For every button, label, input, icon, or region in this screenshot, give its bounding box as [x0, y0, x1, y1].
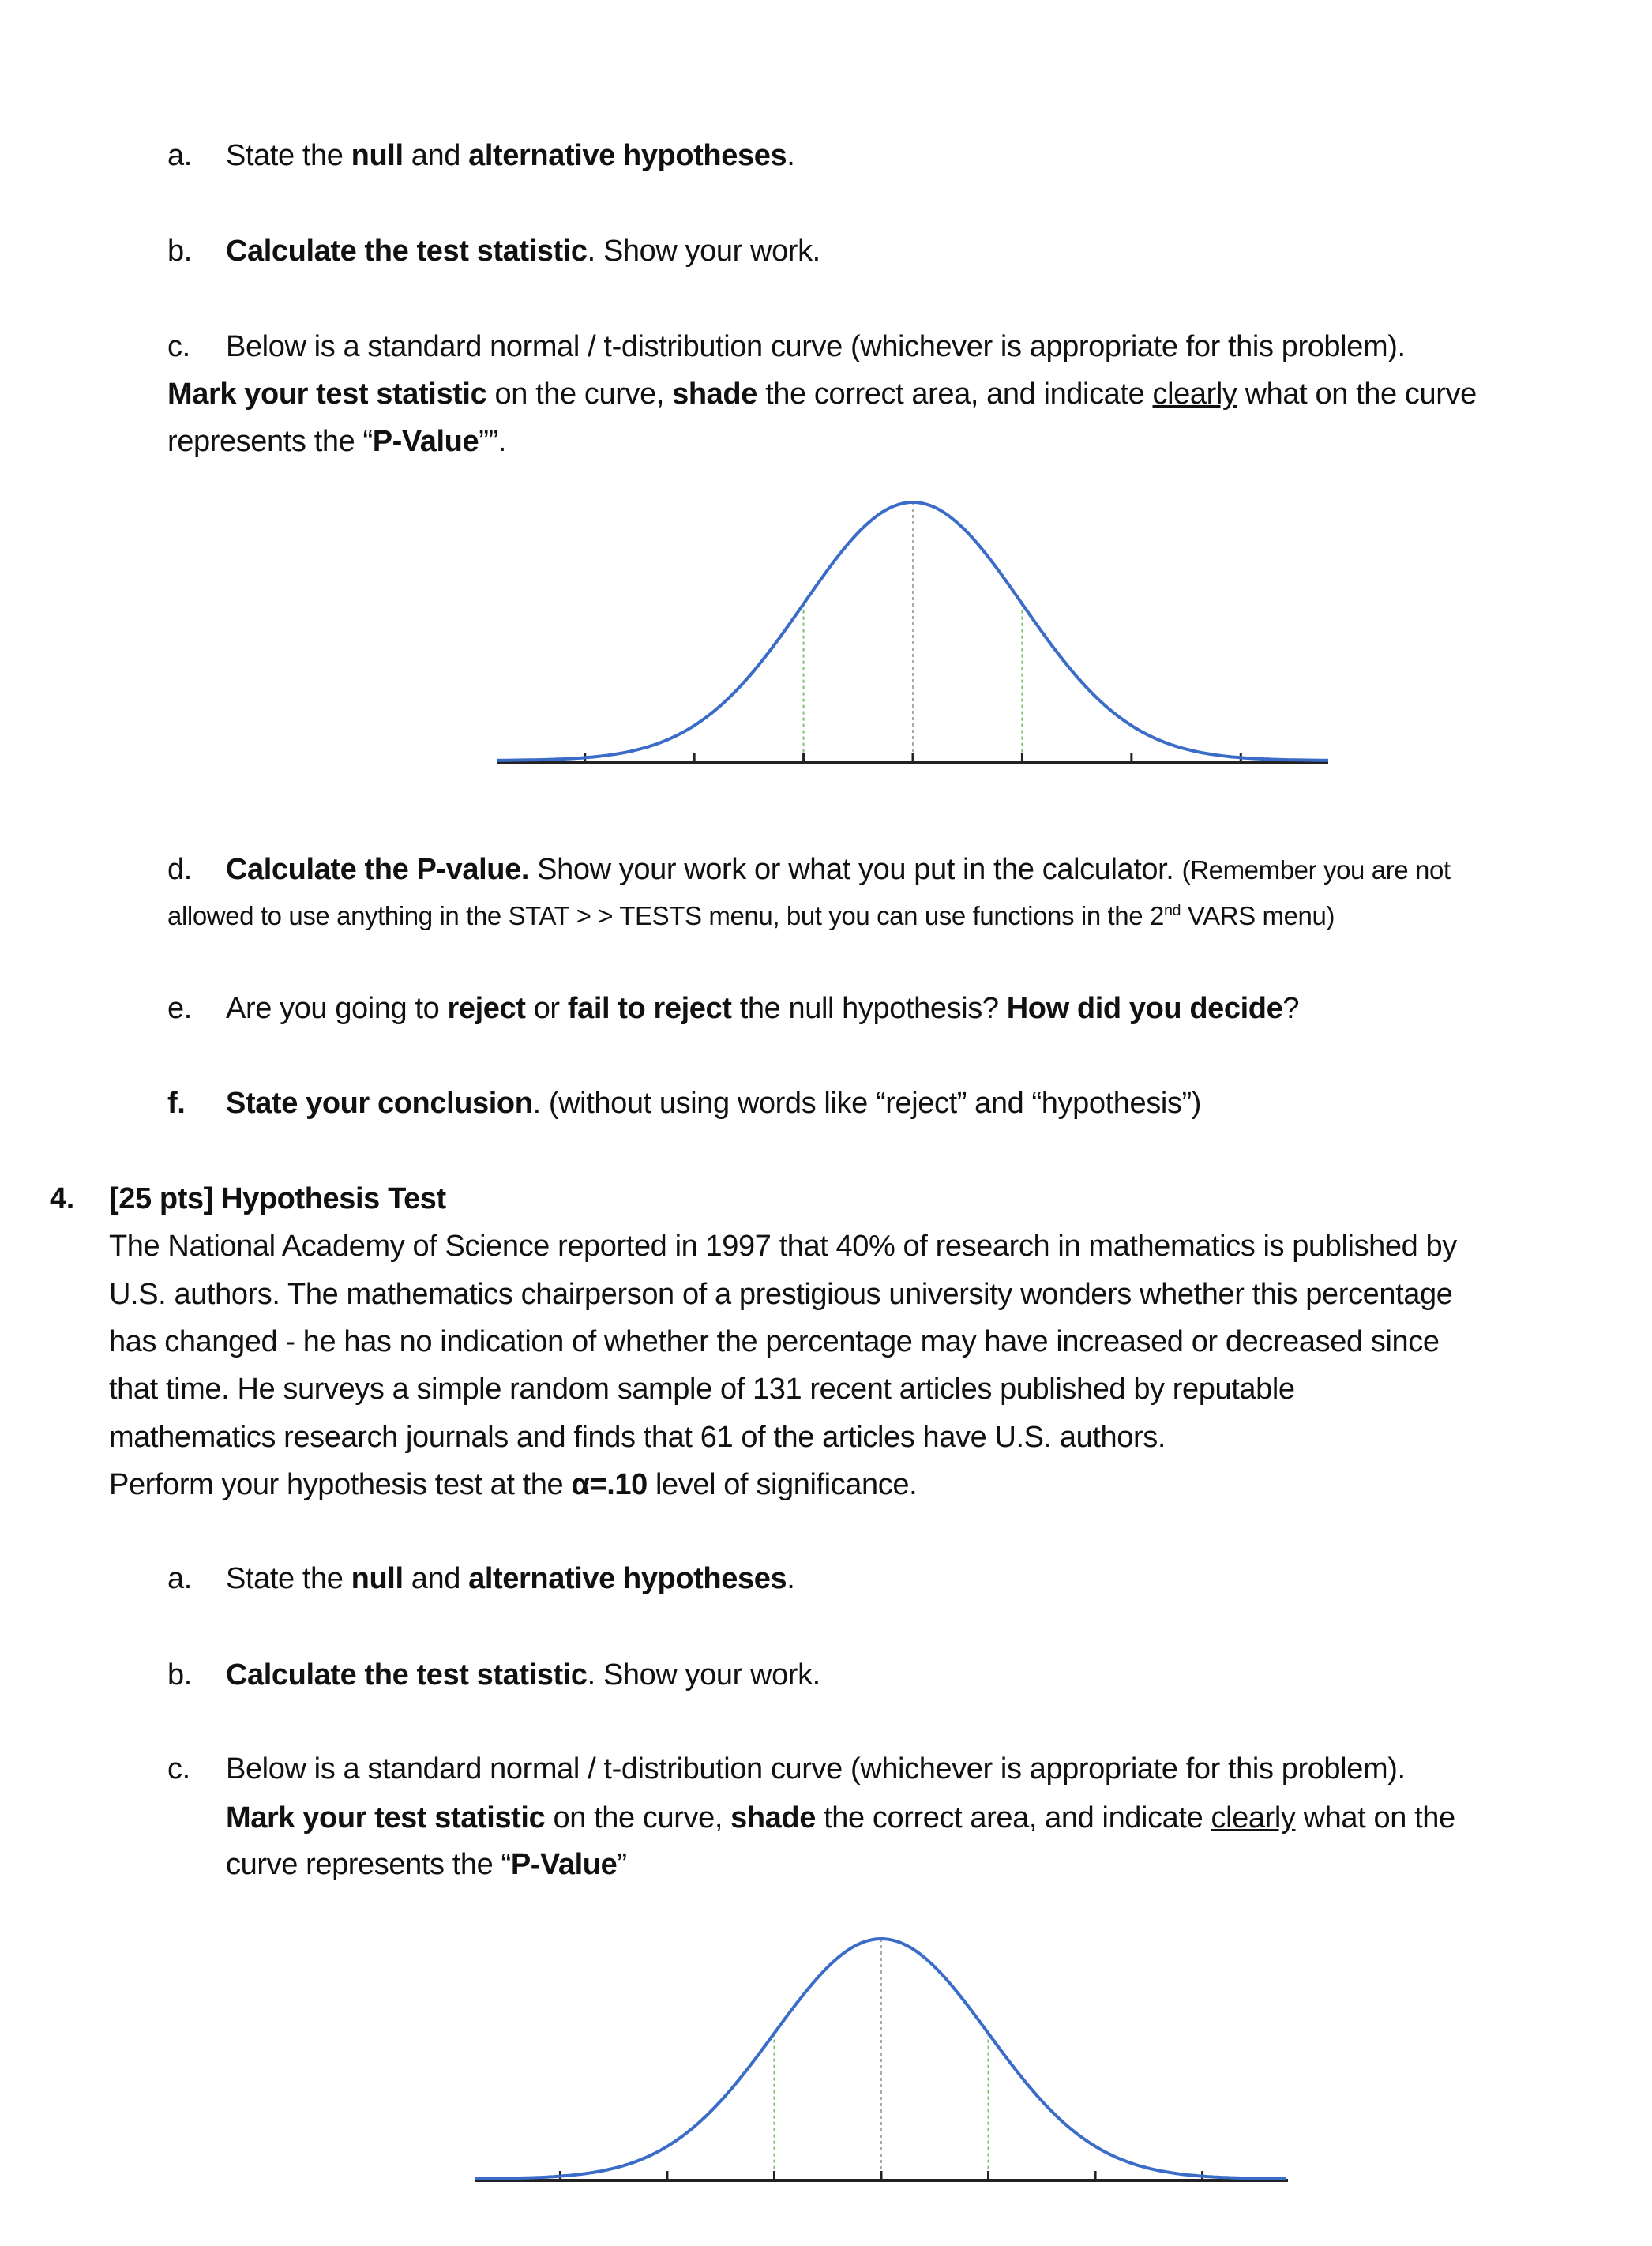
q3a-line: [167, 139, 795, 172]
bold-text: P-Value: [510, 1848, 618, 1881]
problem4-title: [25 pts] Hypothesis Test: [109, 1182, 446, 1215]
item-label: b.: [167, 235, 192, 268]
bold-text: Mark your test statistic: [226, 1801, 546, 1835]
text-segment: the null hypothesis?: [731, 992, 1007, 1025]
q3b-line: [167, 235, 820, 268]
q4c-line1: [167, 1752, 1406, 1786]
text-segment: on the curve,: [486, 377, 673, 411]
bold-text: shade: [730, 1801, 816, 1835]
text-segment: the correct area, and indicate: [815, 1801, 1211, 1835]
q3d-line1: [167, 853, 1451, 886]
q4c-line2: [226, 1803, 1455, 1833]
text-segment: VARS menu): [1181, 901, 1335, 930]
bold-text: shade: [672, 377, 757, 411]
problem4-text-3: has changed - he has no indication of whether the percentage may have increased or decreased since: [109, 1325, 1440, 1358]
q4a-line: [167, 1562, 795, 1595]
item-label: b.: [167, 1658, 192, 1692]
text-segment: Are you going to: [226, 992, 448, 1025]
text-segment: ?: [1282, 992, 1300, 1025]
bold-text: Calculate the P-value.: [226, 853, 530, 886]
q3d-line2: [167, 903, 1335, 929]
bold-text: alternative hypotheses: [468, 139, 787, 172]
problem4-text-6: [109, 1470, 917, 1500]
problem4-text-2: U.S. authors. The mathematics chairperson of a prestigious university wonders whether this percentage: [109, 1278, 1453, 1311]
text-segment: allowed to use anything in the STAT > > TESTS menu, but you can use functions in the 2: [167, 901, 1164, 930]
q3c-line2: [167, 379, 1477, 409]
item-label: a.: [167, 139, 192, 172]
item-label: a.: [167, 1562, 192, 1595]
text-segment: or: [525, 992, 568, 1025]
text-segment: represents the “: [167, 425, 373, 458]
text-segment: and: [403, 1562, 469, 1595]
text-segment: and: [403, 139, 469, 172]
text-segment: what on the curve: [1237, 377, 1477, 411]
text-segment: .: [787, 1562, 795, 1595]
item-label: f.: [167, 1087, 186, 1120]
bold-text: null: [351, 139, 404, 172]
text-segment: Below is a standard normal / t-distribution curve (whichever is appropriate for this problem).: [226, 330, 1406, 363]
text-segment: what on the: [1295, 1801, 1455, 1835]
text-segment: ””.: [479, 425, 506, 458]
q3f-line: [167, 1087, 1201, 1120]
bold-text: Calculate the test statistic: [226, 1658, 588, 1692]
bold-text: reject: [447, 992, 526, 1025]
text-segment: on the curve,: [545, 1801, 731, 1835]
normal-curve-q3: [497, 498, 1328, 770]
normal-curve-q4: [475, 1934, 1288, 2188]
problem4-number: 4.: [50, 1182, 74, 1215]
text-segment: Show your work or what you put in the calculator.: [529, 853, 1182, 886]
text-segment: State the: [226, 139, 351, 172]
text-segment: level of significance.: [647, 1468, 918, 1501]
text-segment: . Show your work.: [587, 235, 820, 268]
underlined-text: clearly: [1211, 1801, 1296, 1835]
text-segment: .: [787, 139, 795, 172]
problem4-text-4: that time. He surveys a simple random sample of 131 recent articles published by reputable: [109, 1373, 1295, 1406]
bold-text: How did you decide: [1006, 992, 1283, 1025]
bold-text: alternative hypotheses: [468, 1562, 787, 1595]
q3c-line1: [167, 330, 1406, 363]
text-segment: . (without using words like “reject” and “hypothesis”): [532, 1087, 1201, 1120]
text-segment: . Show your work.: [587, 1658, 820, 1692]
text-segment: Perform your hypothesis test at the: [109, 1468, 572, 1501]
text-segment: nd: [1163, 902, 1181, 919]
problem4-text-5: mathematics research journals and finds that 61 of the articles have U.S. authors.: [109, 1421, 1166, 1454]
bold-text: State your conclusion: [226, 1087, 533, 1120]
underlined-text: clearly: [1152, 377, 1237, 411]
text-segment: Below is a standard normal / t-distribution curve (whichever is appropriate for this problem).: [226, 1752, 1406, 1786]
q3c-line3: [167, 426, 506, 456]
item-label: e.: [167, 992, 192, 1025]
text-segment: the correct area, and indicate: [757, 377, 1153, 411]
bold-text: null: [351, 1562, 404, 1595]
q4b-line: [167, 1658, 820, 1692]
q3e-line: [167, 992, 1300, 1025]
bold-text: fail to reject: [567, 992, 732, 1025]
item-label: c.: [167, 330, 190, 363]
bold-text: Calculate the test statistic: [226, 235, 588, 268]
item-label: d.: [167, 853, 192, 886]
bold-text: α=.10: [571, 1468, 648, 1501]
text-segment: curve represents the “: [226, 1848, 511, 1881]
bold-text: P-Value: [372, 425, 479, 458]
text-segment: ”: [617, 1848, 627, 1881]
bold-text: Mark your test statistic: [167, 377, 487, 411]
item-label: c.: [167, 1752, 190, 1786]
text-segment: (Remember you are not: [1181, 855, 1451, 885]
problem4-text-1: The National Academy of Science reported in 1997 that 40% of research in mathematics is published by: [109, 1230, 1457, 1263]
text-segment: State the: [226, 1562, 351, 1595]
q4c-line3: [226, 1850, 627, 1880]
